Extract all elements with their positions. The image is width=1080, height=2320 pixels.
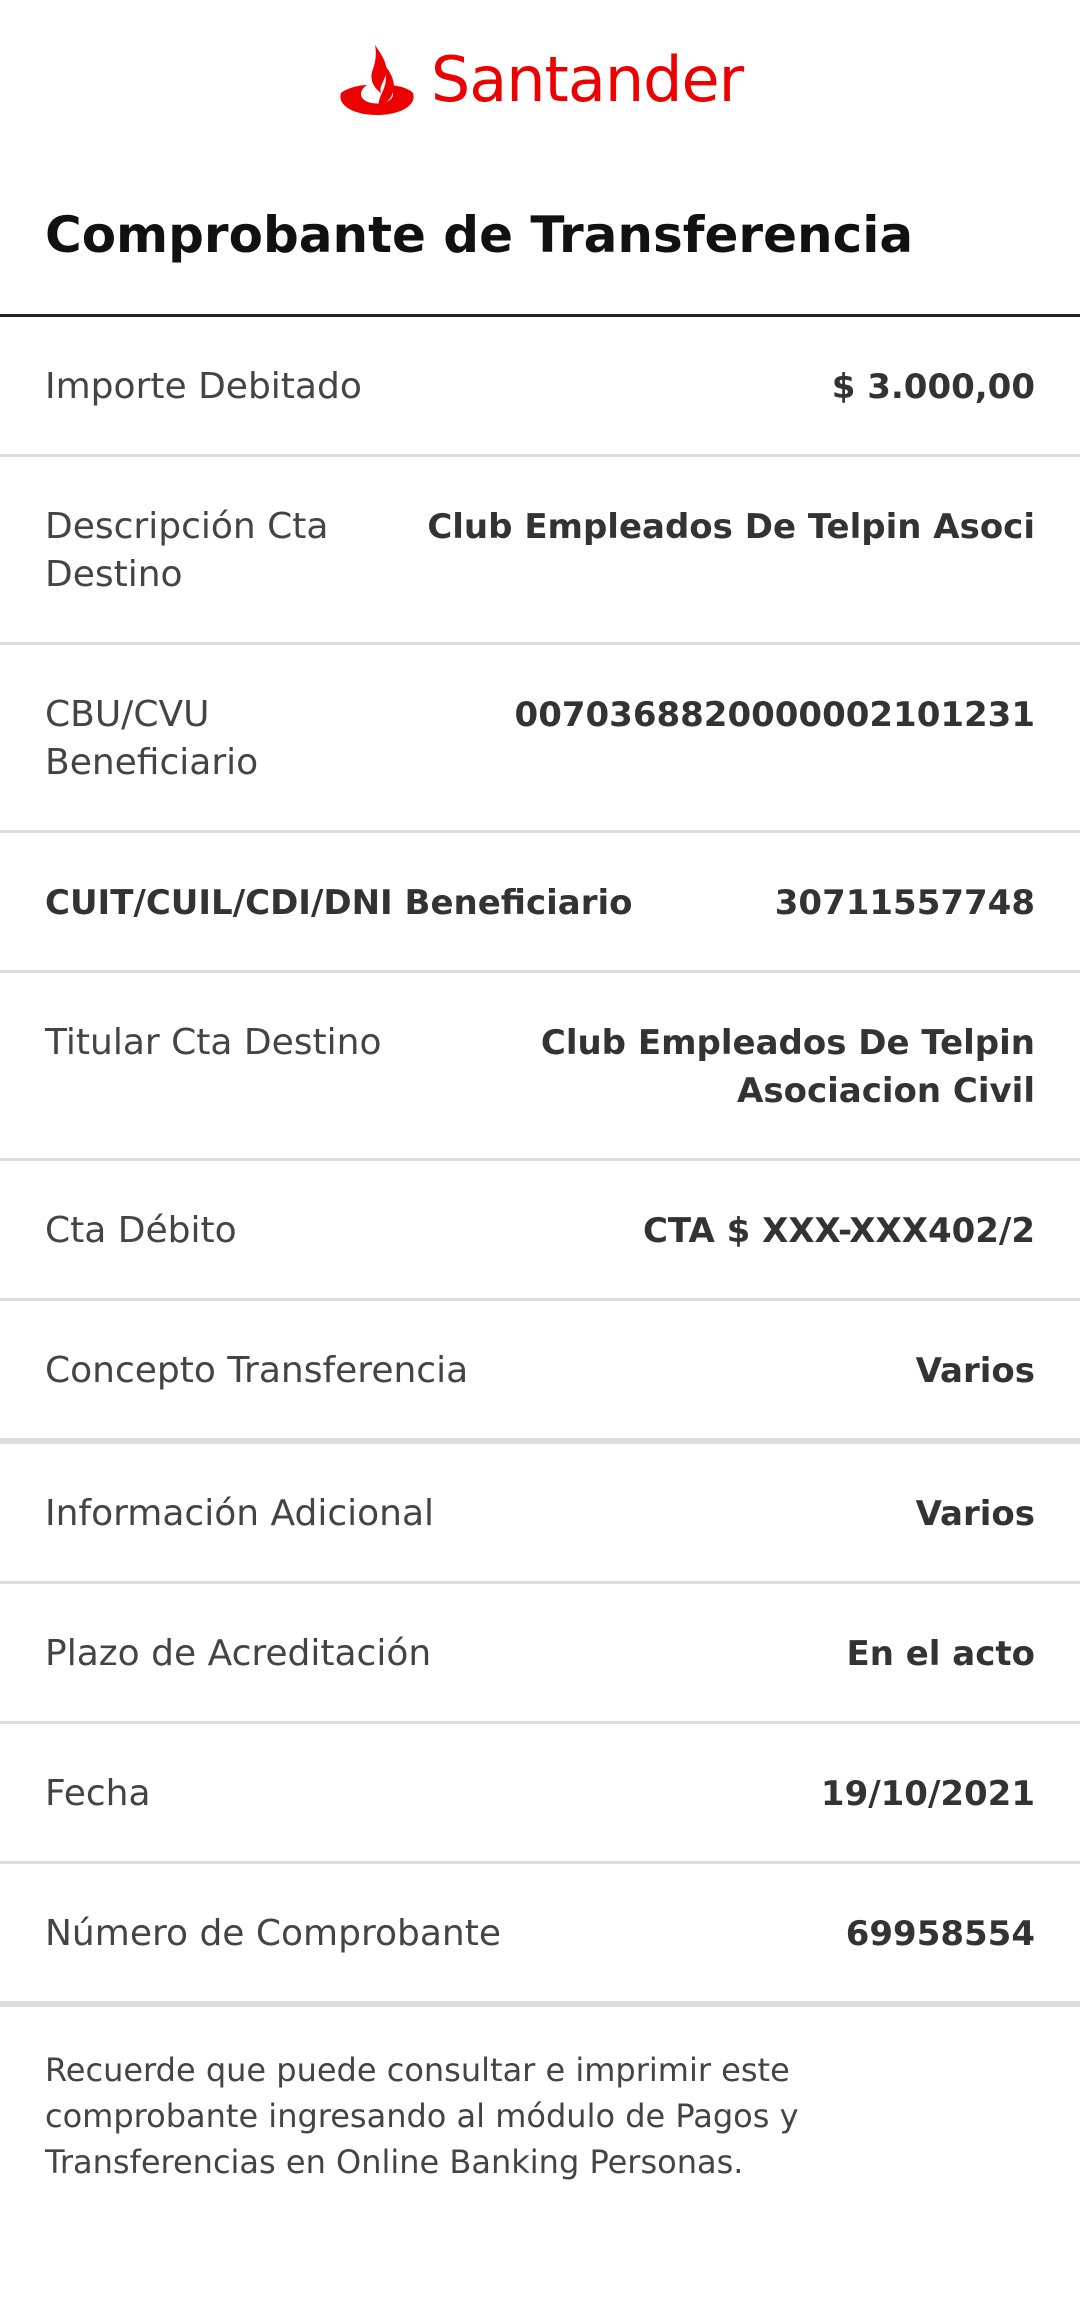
detail-label: CUIT/CUIL/CDI/DNI Beneficiario bbox=[45, 883, 633, 923]
santander-flame-icon bbox=[337, 43, 417, 117]
detail-row-titular bbox=[0, 973, 1080, 1161]
footer-note: Recuerde que puede consultar e imprimir este comprobante ingresando al módulo de Pagos y Transferencias en Online Banking Personas. bbox=[45, 2051, 799, 2181]
detail-row-importe bbox=[0, 317, 1080, 457]
detail-label: Cta Débito bbox=[45, 1210, 237, 1251]
detail-row-info-adicional bbox=[0, 1444, 1080, 1584]
page-title: Comprobante de Transferencia bbox=[45, 206, 914, 264]
santander-logo bbox=[0, 40, 1080, 120]
detail-value: En el acto bbox=[846, 1634, 1035, 1674]
detail-label: Importe Debitado bbox=[45, 366, 362, 407]
detail-value: 0070368820000002101231 bbox=[514, 695, 1035, 735]
detail-row-descripcion bbox=[0, 457, 1080, 645]
detail-label: Plazo de Acreditación bbox=[45, 1633, 432, 1674]
detail-label: Número de Comprobante bbox=[45, 1913, 501, 1954]
detail-label: Concepto Transferencia bbox=[45, 1350, 469, 1391]
detail-row-numero bbox=[0, 1864, 1080, 2007]
detail-row-cuit bbox=[0, 833, 1080, 973]
detail-label: Descripción Cta Destino bbox=[45, 506, 329, 595]
detail-label: Fecha bbox=[45, 1773, 151, 1814]
detail-value: Varios bbox=[915, 1494, 1035, 1534]
transfer-details bbox=[0, 317, 1080, 2007]
detail-value: 19/10/2021 bbox=[820, 1774, 1035, 1814]
detail-value: Club Empleados De Telpin Asoci bbox=[427, 507, 1035, 547]
detail-label: Titular Cta Destino bbox=[45, 1022, 382, 1063]
detail-row-concepto bbox=[0, 1301, 1080, 1444]
detail-row-fecha bbox=[0, 1724, 1080, 1864]
detail-value: 30711557748 bbox=[774, 883, 1035, 923]
detail-value: Club Empleados De Telpin Asociacion Civil bbox=[540, 1023, 1035, 1111]
detail-label: Información Adicional bbox=[45, 1493, 435, 1534]
detail-row-plazo bbox=[0, 1584, 1080, 1724]
detail-label: CBU/CVU Beneficiario bbox=[45, 694, 259, 783]
brand-name: Santander bbox=[430, 43, 744, 116]
detail-value: CTA $ XXX-XXX402/2 bbox=[642, 1211, 1035, 1251]
detail-row-cbu bbox=[0, 645, 1080, 833]
detail-value: Varios bbox=[915, 1351, 1035, 1391]
detail-value: 69958554 bbox=[845, 1914, 1035, 1954]
detail-value: $ 3.000,00 bbox=[831, 367, 1035, 407]
detail-row-cta-debito bbox=[0, 1161, 1080, 1301]
